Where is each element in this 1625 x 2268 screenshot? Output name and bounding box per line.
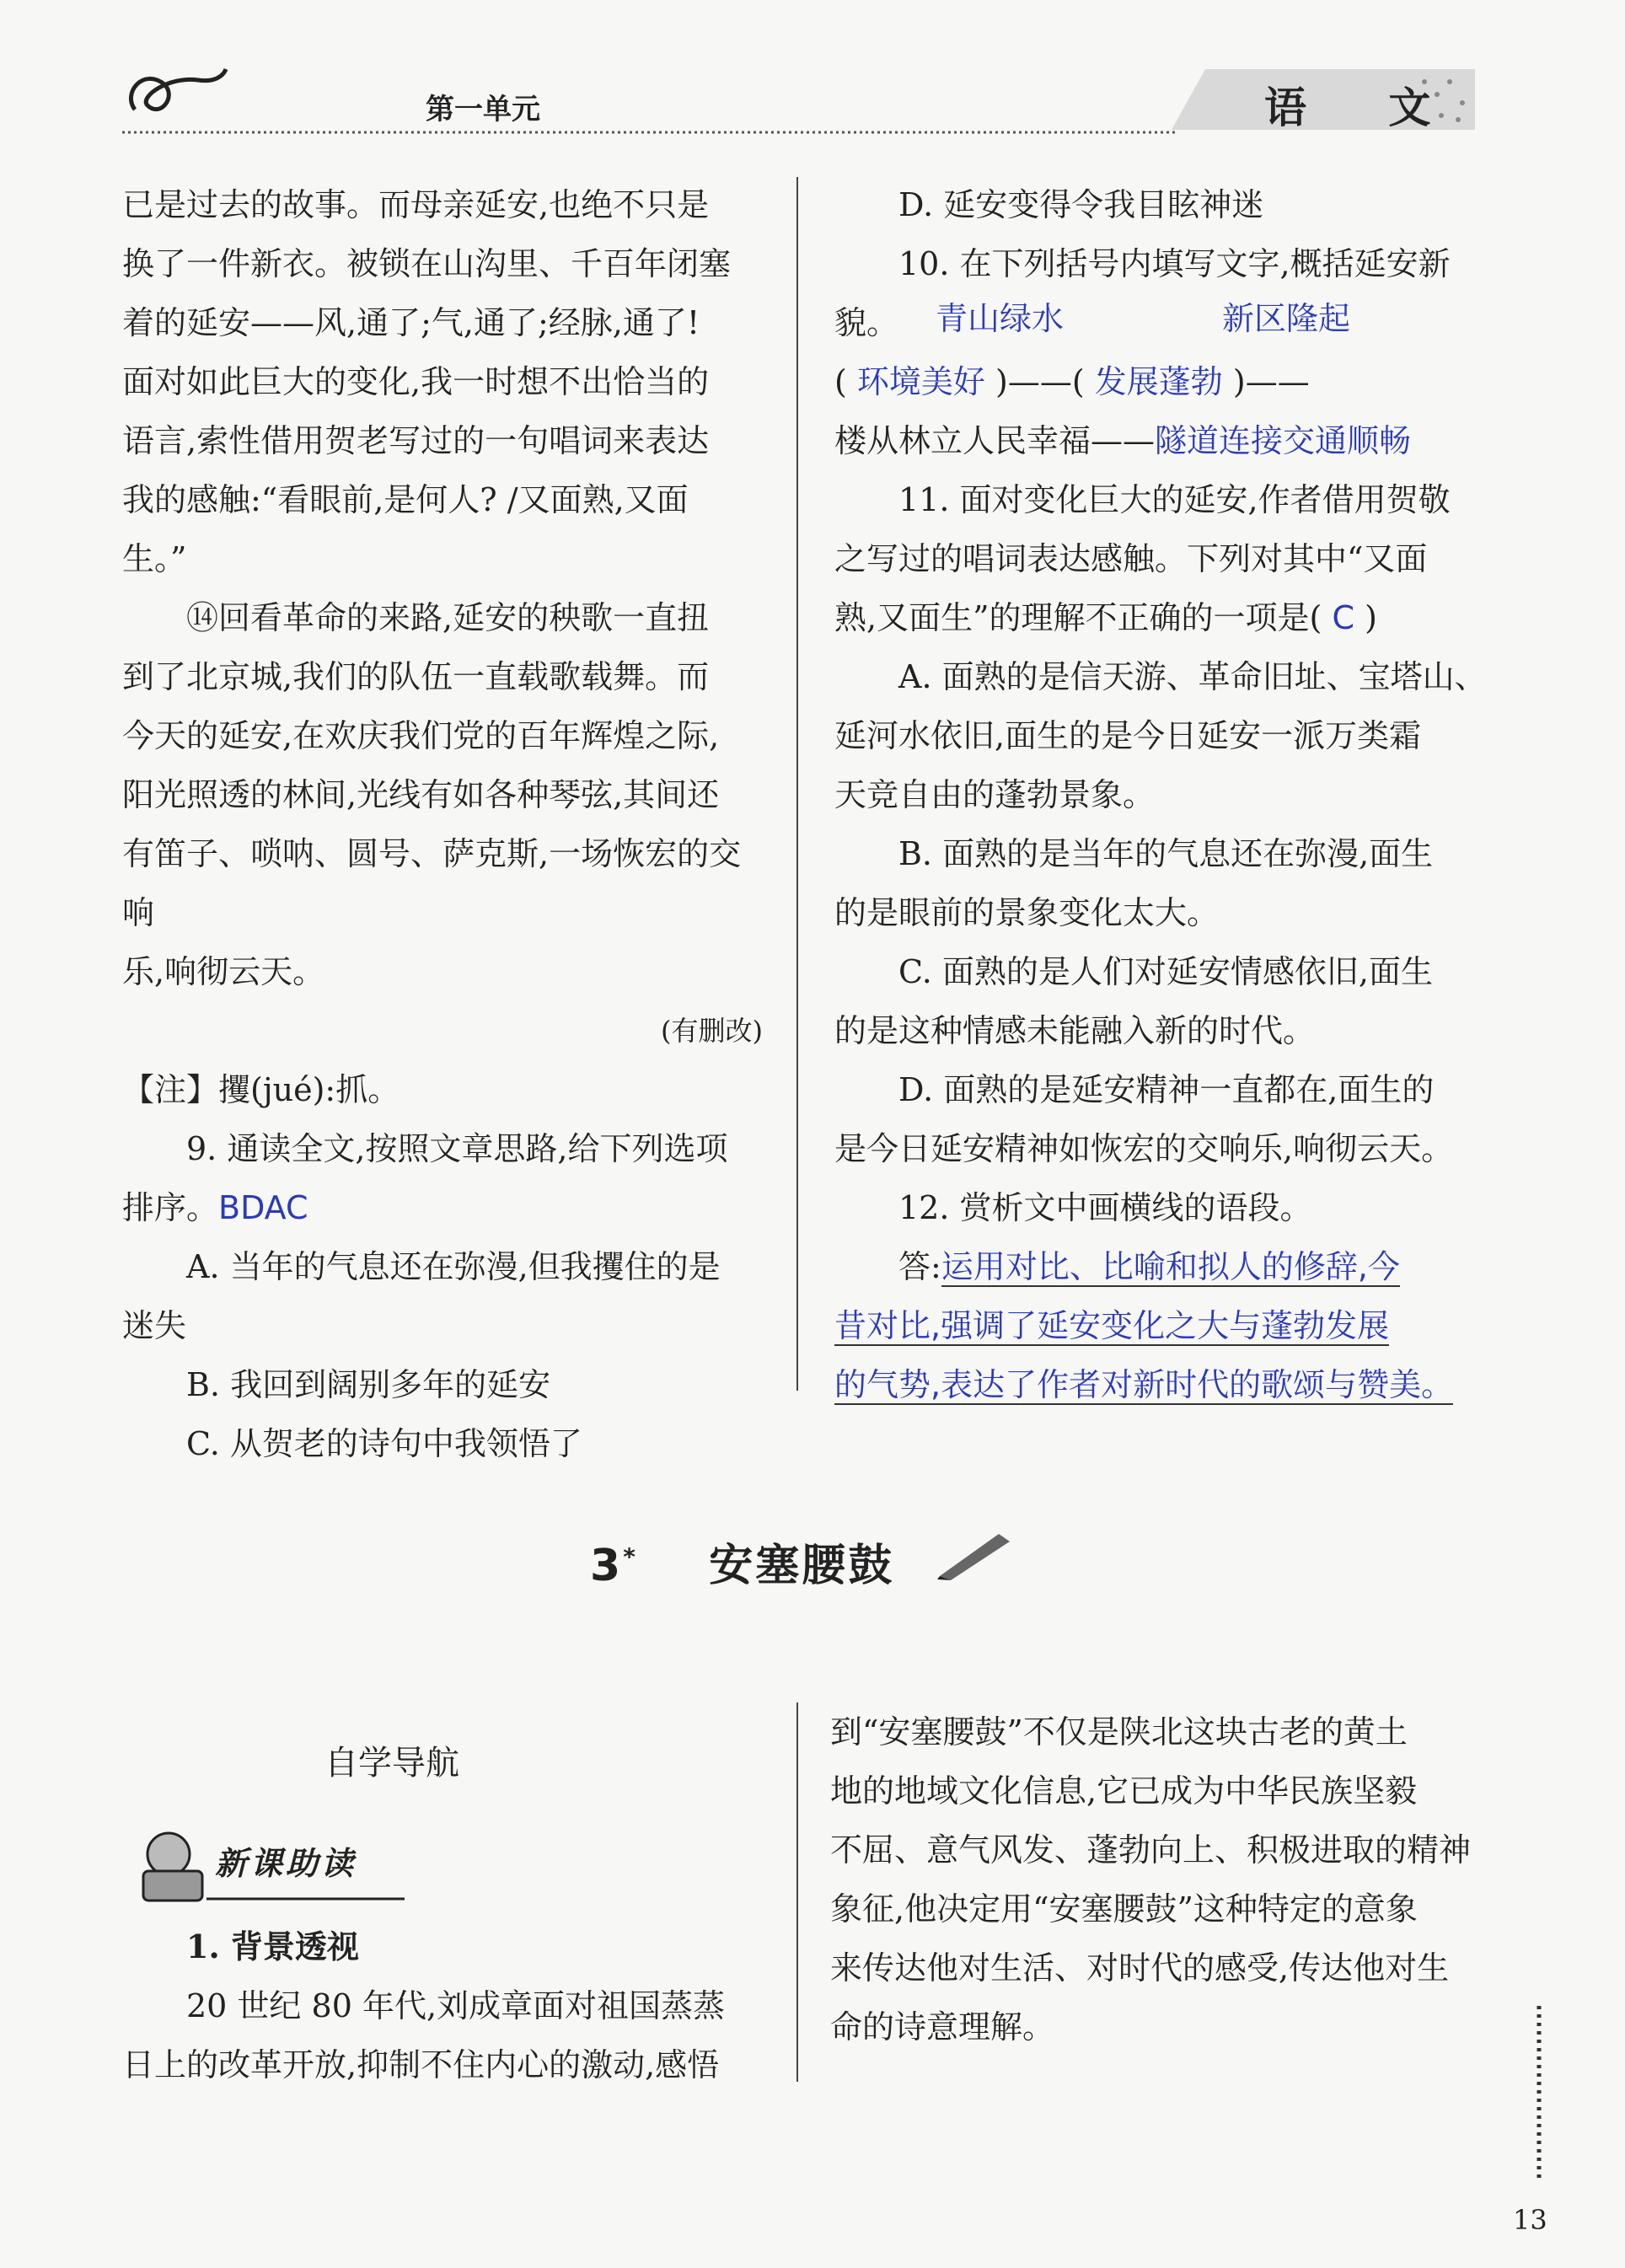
q10-blank-row [834, 293, 1492, 352]
q12-answer: 答:运用对比、比喻和拟人的修辞,今 昔对比,强调了延安变化之大与蓬勃发展 的气势,表达了作者对新时代的歌颂与赞美。 [834, 1248, 1454, 1403]
q10-answer-a: 环境美好 [856, 363, 985, 400]
background-paragraph: 20 世纪 80 年代,刘成章面对祖国蒸蒸 日上的改革开放,抑制不住内心的激动,感悟 [122, 1987, 726, 2083]
q9-option-d: D. 延安变得令我目眩神迷 [898, 186, 1264, 223]
self-study-right [830, 1702, 1488, 2056]
question-11: 11. 面对变化巨大的延安,作者借用贺敬 之写过的唱词表达感触。下列对其中“又面 熟,又面生”的理解不正确的一项是( C ) [834, 481, 1451, 636]
q10-answer-b: 发展蓬勃 [1094, 363, 1223, 400]
left-column [122, 175, 763, 1473]
paragraph-13: 已是过去的故事。而母亲延安,也绝不只是 换了一件新衣。被锁在山沟里、千百年闭塞 着的延安——风,通了;气,通了;经脉,通了! 面对如此巨大的变化,我一时想不出恰当的 语言,索性借用贺老写过的一句唱词来表达 我的感触:“看眼前,是何人? /又面熟,又面 生。” [122, 186, 732, 577]
q9-option-a: A. 当年的气息还在弥漫,但我攫住的是 迷失 [122, 1248, 721, 1344]
pencil-icon [936, 1530, 1011, 1580]
header-swirl-icon [118, 59, 228, 126]
column-divider-lower [796, 1702, 798, 2082]
q9-option-c: C. 从贺老的诗句中我领悟了 [186, 1425, 582, 1462]
source-note: (有删改) [661, 1015, 763, 1047]
question-12: 12. 赏析文中画横线的语段。 [898, 1189, 1312, 1226]
q11-option-c: C. 面熟的是人们对延安情感依旧,面生 的是这种情感未能融入新的时代。 [834, 953, 1433, 1049]
paragraph-14: ⑭回看革命的来路,延安的秧歌一直扭 到了北京城,我们的队伍一直载歌载舞。而 今天的延安,在欢庆我们党的百年辉煌之际, 阳光照透的林间,光线有如各种琴弦,其间还 有笛子、唢呐、圆号、萨克斯,一场恢宏的交响 乐,响彻云天。 [122, 599, 742, 990]
q10-handwriting-top-2: 新区隆起 [1222, 300, 1351, 337]
q10-answer-c: 隧道连接交通顺畅 [1155, 422, 1412, 459]
unit-title: 第一单元 [426, 93, 540, 126]
q10-line-3: 楼从林立人民幸福——隧道连接交通顺畅 [834, 422, 1412, 459]
right-column [834, 175, 1492, 1414]
lesson-title: 3* 安塞腰鼓 [590, 1541, 895, 1591]
header-rule [122, 128, 1471, 137]
background-subheading: 1. 背景透视 [186, 1928, 359, 1965]
new-lesson-badge: 新课助读 [215, 1844, 357, 1882]
q11-option-d: D. 面熟的是延安精神一直都在,面生的 是今日延安精神如恢宏的交响乐,响彻云天。 [834, 1071, 1454, 1167]
q9-handwritten-answer: BDAC [218, 1189, 308, 1226]
q10-handwriting-top-1: 青山绿水 [936, 300, 1065, 337]
page-edge-dots [1537, 2006, 1542, 2183]
q10-line-2: ( 环境美好 )——( 发展蓬勃 )—— [834, 363, 1310, 400]
subject-label: 语 文 [1264, 83, 1465, 132]
page-number: 13 [1513, 2204, 1547, 2236]
background-paragraph-continued: 到“安塞腰鼓”不仅是陕北这块古老的黄土 地的地域文化信息,它已成为中华民族坚毅 不屈、意气风发、蓬勃向上、积极进取的精神 象征,他决定用“安塞腰鼓”这种特定的意象 来传达他对生活、对时代的感受,传达他对生 命的诗意理解。 [830, 1713, 1472, 2045]
q9-option-b: B. 我回到阔别多年的延安 [186, 1366, 551, 1403]
q11-handwritten-answer: C [1332, 599, 1354, 636]
column-divider [796, 177, 798, 1391]
q11-option-a: A. 面熟的是信天游、革命旧址、宝塔山、 延河水依旧,面生的是今日延安一派万类霜 天竞自由的蓬勃景象。 [834, 658, 1487, 813]
self-study-heading: 自学导航 [324, 1744, 459, 1783]
q11-option-b: B. 面熟的是当年的气息还在弥漫,面生 的是眼前的景象变化太大。 [834, 835, 1434, 931]
question-10: 10. 在下列括号内填写文字,概括延安新 貌。 [834, 245, 1451, 341]
question-9: 9. 通读全文,按照文章思路,给下列选项 排序。BDAC [122, 1130, 728, 1226]
annotation-note: 【注】攫(jué):抓。 [122, 1071, 400, 1108]
self-study-left [122, 1917, 763, 2094]
